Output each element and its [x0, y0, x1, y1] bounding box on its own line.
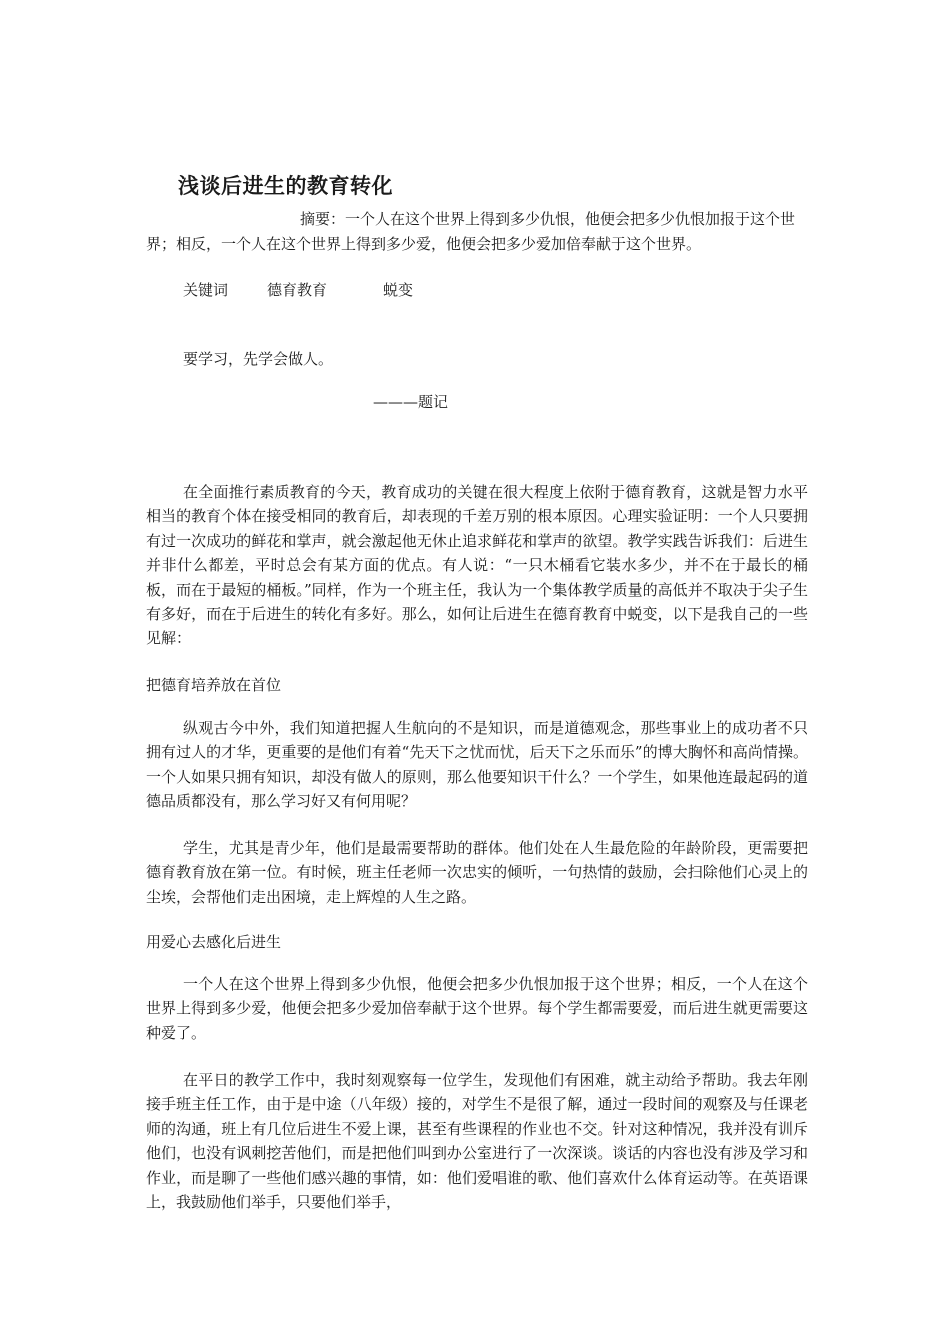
keyword-item: 德育教育 [267, 281, 328, 299]
abstract-paragraph [146, 207, 812, 257]
section-heading: 把德育培养放在首位 [146, 676, 282, 694]
keywords-line [183, 279, 413, 301]
document-title: 浅谈后进生的教育转化 [178, 174, 393, 198]
body-paragraph: 纵观古今中外，我们知道把握人生航向的不是知识，而是道德观念，那些事业上的成功者不只拥有过人的才华，更重要的是他们有着“先天下之忧而忧，后天下之乐而乐”的博大胸怀和高尚情操。一个人如果只拥有知识，却没有做人的原则，那么他要知识干什么？一个学生，如果他连最起码的道德品质都没有，那么学习好又有何用呢？ [146, 719, 808, 811]
body-paragraph: 一个人在这个世界上得到多少仇恨，他便会把多少仇恨加报于这个世界；相反，一个人在这个世界上得到多少爱，他便会把多少爱加倍奉献于这个世界。每个学生都需要爱，而后进生就更需要这种爱了。 [146, 975, 808, 1042]
epigraph-text: 要学习，先学会做人。 [183, 350, 334, 368]
keywords-label: 关键词 [183, 281, 229, 299]
body-paragraph: 在全面推行素质教育的今天，教育成功的关键在很大程度上依附于德育教育，这就是智力水平相当的教育个体在接受相同的教育后，却表现的千差万别的根本原因。心理实验证明：一个人只要拥有过一次成功的鲜花和掌声，就会激起他无休止追求鲜花和掌声的欲望。教学实践告诉我们：后进生并非什么都差，平时总会有某方面的优点。有人说：“一只木桶看它装水多少，并不在于最长的桶板，而在于最短的桶板。”同样，作为一个班主任，我认为一个集体教学质量的高低并不取决于尖子生有多好，而在于后进生的转化有多好。那么，如何让后进生在德育教育中蜕变，以下是我自己的一些见解： [146, 483, 808, 648]
abstract-text: 摘要：一个人在这个世界上得到多少仇恨，他便会把多少仇恨加报于这个世界；相反，一个人在这个世界上得到多少爱，他便会把多少爱加倍奉献于这个世界。 [146, 210, 796, 253]
body-paragraph: 学生，尤其是青少年，他们是最需要帮助的群体。他们处在人生最危险的年龄阶段，更需要把德育教育放在第一位。有时候，班主任老师一次忠实的倾听，一句热情的鼓励，会扫除他们心灵上的尘埃，会帮他们走出困境，走上辉煌的人生之路。 [146, 839, 808, 906]
section-heading: 用爱心去感化后进生 [146, 933, 282, 951]
body-paragraph: 在平日的教学工作中，我时刻观察每一位学生，发现他们有困难，就主动给予帮助。我去年刚接手班主任工作，由于是中途（八年级）接的，对学生不是很了解，通过一段时间的观察及与任课老师的沟通，班上有几位后进生不爱上课，甚至有些课程的作业也不交。针对这种情况，我并没有训斥他们，也没有讽刺挖苦他们，而是把他们叫到办公室进行了一次深谈。谈话的内容也没有涉及学习和作业，而是聊了一些他们感兴趣的事情，如：他们爱唱谁的歌、他们喜欢什么体育运动等。在英语课上，我鼓励他们举手，只要他们举手， [146, 1071, 808, 1212]
keyword-item: 蜕变 [383, 281, 414, 299]
epigraph-source: ———题记 [373, 393, 449, 411]
